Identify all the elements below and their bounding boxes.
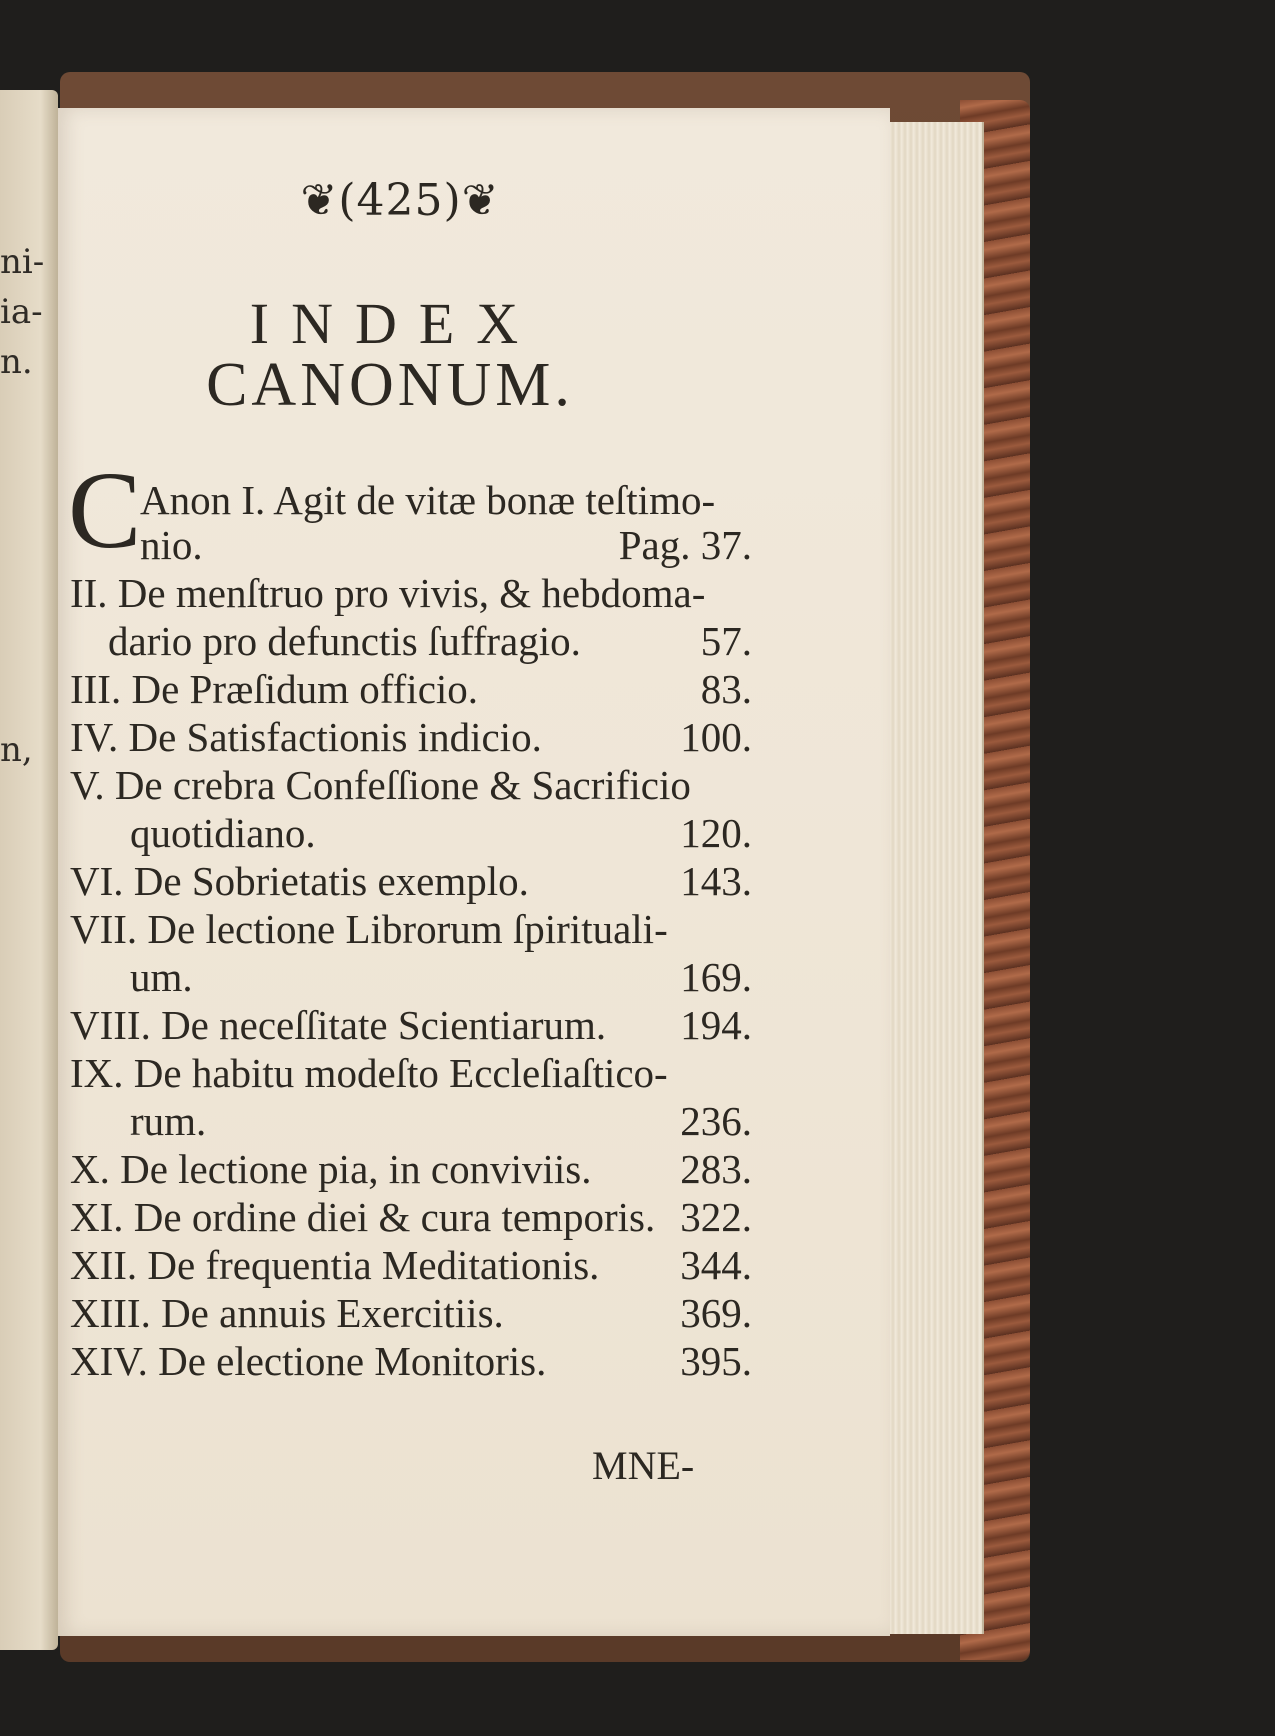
title-index: INDEX xyxy=(249,291,541,356)
index-entry: X. De lectione pia, in conviviis. 283. xyxy=(70,1146,752,1192)
left-page-fragment: n. xyxy=(0,342,33,382)
index-entry: XII. De frequentia Meditationis. 344. xyxy=(70,1242,752,1288)
left-page-edge xyxy=(0,90,58,1650)
index-entry: dario pro defunctis ſuffragio. 57. xyxy=(108,618,752,664)
index-entry: VIII. De neceſſitate Scientiarum. 194. xyxy=(70,1002,752,1048)
page-number xyxy=(275,175,525,226)
index-entry: III. De Præſidum officio. 83. xyxy=(70,666,752,712)
index-entry: XI. De ordine diei & cura temporis. 322. xyxy=(70,1194,752,1240)
index-entry: XIV. De electione Monitoris. 395. xyxy=(70,1338,752,1384)
title-canonum: CANONUM. xyxy=(206,351,574,419)
index-entry: quotidiano. 120. xyxy=(130,810,752,856)
left-page-fragment: ia- xyxy=(0,292,43,332)
index-entry: VI. De Sobrietatis exemplo. 143. xyxy=(70,858,752,904)
index-entry: IX. De habitu modeſto Eccleſiaſtico- xyxy=(70,1050,668,1096)
page-number-text: (425) xyxy=(338,175,462,226)
index-entry: Anon I. Agit de vitæ bonæ teſtimo- xyxy=(140,477,716,523)
page-stack-edge xyxy=(878,122,984,1634)
ornament-left-icon: ❦ xyxy=(300,175,339,226)
index-entry: V. De crebra Confeſſione & Sacrificio xyxy=(70,762,691,808)
left-page-fragment: n, xyxy=(0,730,33,770)
drop-cap: C xyxy=(68,449,142,571)
index-entry: VII. De lectione Librorum ſpirituali- xyxy=(70,906,668,952)
index-entry: IV. De Satisfactionis indicio. 100. xyxy=(70,714,752,760)
left-page-fragment: ni- xyxy=(0,242,45,282)
catchword: MNE- xyxy=(592,1443,695,1488)
index-entry: II. De menſtruo pro vivis, & hebdoma- xyxy=(70,570,706,616)
index-entry: um. 169. xyxy=(130,954,752,1000)
ornament-right-icon: ❦ xyxy=(461,175,500,226)
index-entry: rum. 236. xyxy=(130,1098,752,1144)
index-entry: nio. Pag. 37. xyxy=(140,522,752,568)
index-entry: XIII. De annuis Exercitiis. 369. xyxy=(70,1290,752,1336)
